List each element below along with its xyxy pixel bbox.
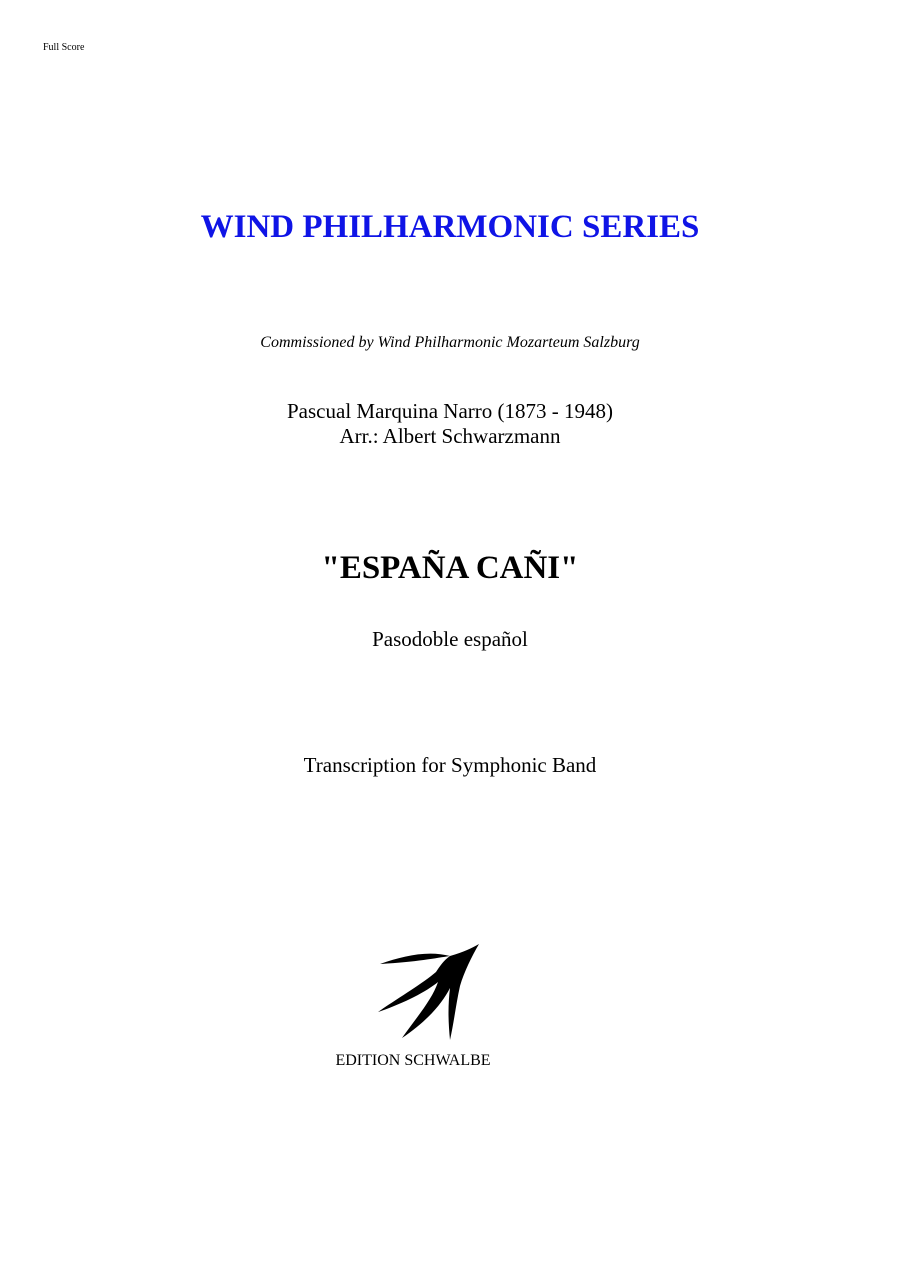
composer-credit: Pascual Marquina Narro (1873 - 1948)	[287, 399, 613, 423]
work-subtitle: Pasodoble español	[372, 627, 528, 651]
publisher-name: EDITION SCHWALBE	[335, 1052, 491, 1069]
work-title: "ESPAÑA CAÑI"	[321, 550, 579, 586]
arranger-credit: Arr.: Albert Schwarzmann	[339, 424, 561, 448]
series-title: WIND PHILHARMONIC SERIES	[200, 209, 700, 245]
score-type-label: Full Score	[43, 42, 85, 53]
commission-credit: Commissioned by Wind Philharmonic Mozarteum Salzburg	[260, 334, 640, 351]
transcription-note: Transcription for Symphonic Band	[303, 753, 597, 777]
swallow-bird-icon	[376, 942, 482, 1042]
